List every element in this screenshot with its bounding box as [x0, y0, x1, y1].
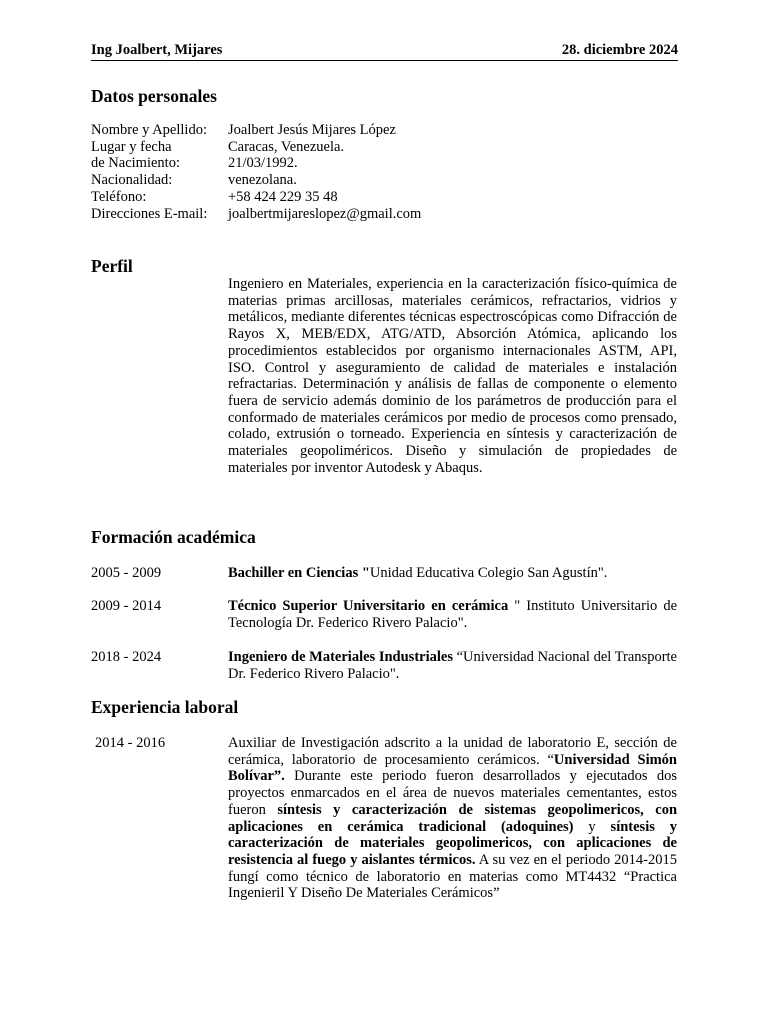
education-years: 2018 - 2024: [91, 649, 162, 665]
education-years: 2009 - 2014: [91, 598, 162, 614]
education-years: 2005 - 2009: [91, 565, 162, 581]
experience-text: y: [573, 818, 611, 835]
personal-row: [91, 206, 421, 223]
personal-row: [91, 139, 421, 156]
experience-years: 2014 - 2016: [95, 735, 166, 751]
education-degree: Bachiller en Ciencias ": [228, 565, 370, 581]
personal-row: [91, 155, 421, 172]
personal-value: venezolana.: [228, 172, 297, 189]
experience-entry: [228, 735, 677, 902]
experience-text: A su vez en el periodo 2014-2015 fungí como técnico de laboratorio en materias como MT4432 “Practica Ingenieril Y Diseño De Materiales Cerámicos”: [228, 851, 677, 902]
experience-bold: Universidad Simón Bolívar”.: [228, 751, 677, 785]
page-header: [91, 42, 678, 61]
personal-label: Direcciones E-mail:: [91, 205, 208, 222]
education-entry: [228, 598, 677, 631]
personal-label: Nacionalidad:: [91, 172, 173, 189]
profile-text: Ingeniero en Materiales, experiencia en la caracterización físico-química de materias primas arcillosas, materiales cerámicos, refractarios, vidrios y metálicos, mediante diferentes técnicas espectroscópicas como Difracción de Rayos X, MEB/EDX, ATG/ATD, Absorción Atómica, aplicando los procedimientos establecidos por organismo internacionales ASTM, API, ISO. Control y aseguramiento de calidad de materiales e instalación refractarias. Determinación y análisis de fallas de componente o elemento fuera de servicio además dominio de los parámetros de producción para el conformado de materiales cerámicos por medio de procesos como prensado, colado, extrusión o torneado. Experiencia en síntesis y caracterización de materiales geopoliméricos. Diseño y simulación de propiedades de materiales por inventor Autodesk y Abaqus.: [228, 276, 677, 476]
education-entry: [228, 565, 677, 582]
personal-data-table: [91, 122, 421, 222]
experience-bold: síntesis y caracterización de sistemas geopolimericos, con aplicaciones en cerámica tradicional (adoquines): [228, 801, 678, 835]
personal-row: [91, 172, 421, 189]
experience-text: Durante este periodo fueron desarrollados y ejecutados dos proyectos enmarcados en el área de nuevos materiales cementantes, estos fueron: [228, 768, 677, 818]
personal-value: Joalbert Jesús Mijares López: [228, 122, 396, 138]
education-institution: " Instituto Universitario de Tecnología Dr. Federico Rivero Palacio".: [228, 598, 678, 631]
education-institution: “Universidad Nacional del Transporte Dr. Federico Rivero Palacio".: [228, 649, 677, 682]
personal-value: Caracas, Venezuela.: [228, 138, 345, 155]
personal-label: Teléfono:: [91, 188, 147, 205]
section-title-profile: Perfil: [91, 256, 133, 276]
experience-bold: síntesis y caracterización de materiales geopolimericos, con aplicaciones de resistencia al fuego y aislantes térmicos.: [228, 818, 677, 868]
personal-label: Lugar y fecha: [91, 138, 172, 155]
education-institution: Unidad Educativa Colegio San Agustín".: [369, 565, 608, 581]
education-entry: [228, 649, 677, 682]
header-name: Ing Joalbert, Mijares: [91, 42, 223, 58]
personal-value: +58 424 229 35 48: [228, 188, 338, 205]
section-title-experience: Experiencia laboral: [91, 697, 239, 717]
personal-label: Nombre y Apellido:: [91, 122, 207, 138]
personal-label: de Nacimiento:: [91, 155, 180, 172]
section-title-education: Formación académica: [91, 527, 256, 547]
personal-value: 21/03/1992.: [228, 155, 298, 172]
header-date: 28. diciembre 2024: [561, 42, 678, 58]
experience-text: Auxiliar de Investigación adscrito a la unidad de laboratorio E, sección de cerámica, laboratorio de procesamiento cerámicos. “: [228, 735, 677, 768]
personal-row: [91, 122, 421, 139]
personal-row: [91, 189, 421, 206]
email-value: joalbertmijareslopez@gmail.com: [228, 205, 422, 222]
education-degree: Ingeniero de Materiales Industriales: [228, 649, 453, 665]
section-title-personal: Datos personales: [91, 86, 217, 106]
education-degree: Técnico Superior Universitario en cerámica: [228, 598, 509, 614]
